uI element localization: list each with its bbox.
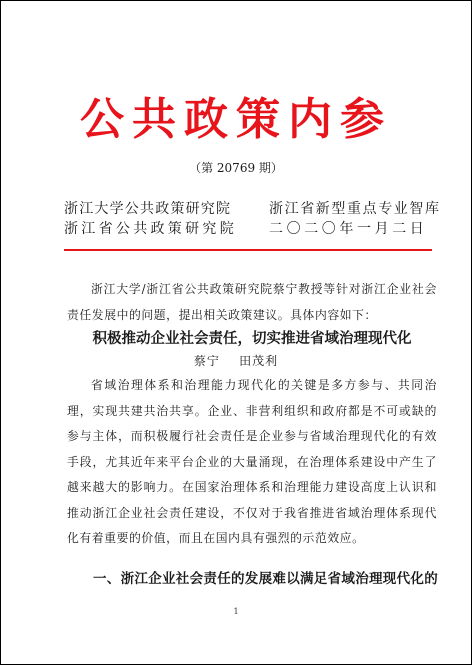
article-authors: 蔡宁 田茂利 bbox=[193, 354, 279, 368]
section-heading: 一、浙江企业社会责任的发展难以满足省域治理现代化的 bbox=[93, 571, 438, 587]
issue-number: （第 20769 期） bbox=[189, 161, 283, 175]
issue-date: 二〇二〇年一月二日 bbox=[269, 221, 428, 237]
page-number: 1 bbox=[233, 607, 239, 616]
issuer-right-line1: 浙江省新型重点专业智库 bbox=[269, 201, 441, 217]
issuer-left-line2: 浙江省公共政策研究院 bbox=[64, 221, 237, 237]
intro-paragraph: 浙江大学/浙江省公共政策研究院蔡宁教授等针对浙江企业社会责任发展中的问题，提出相关政策建议。具体内容如下： bbox=[67, 282, 437, 322]
header-divider bbox=[64, 249, 432, 251]
masthead-title: 公共政策内参 bbox=[80, 94, 392, 145]
body-paragraph: 省域治理体系和治理能力现代化的关键是多方参与、共同治理，实现共建共治共享。企业、非营利组织和政府都是不可或缺的参与主体，而积极履行社会责任是企业参与省域治理现代化的有效手段，尤其近年来平台企业的大量涌现，在治理体系建设中产生了越来越大的影响力。在国家治理体系和治理能力建设高度上认识和推动浙江企业社会责任建设，不仅对于我省推进省域治理体系现代化有着重要的价值，而且在国内具有强烈的示范效应。 bbox=[67, 378, 437, 545]
issuer-left-line1: 浙江大学公共政策研究院 bbox=[64, 201, 232, 217]
article-title: 积极推动企业社会责任，切实推进省域治理现代化 bbox=[92, 331, 412, 347]
